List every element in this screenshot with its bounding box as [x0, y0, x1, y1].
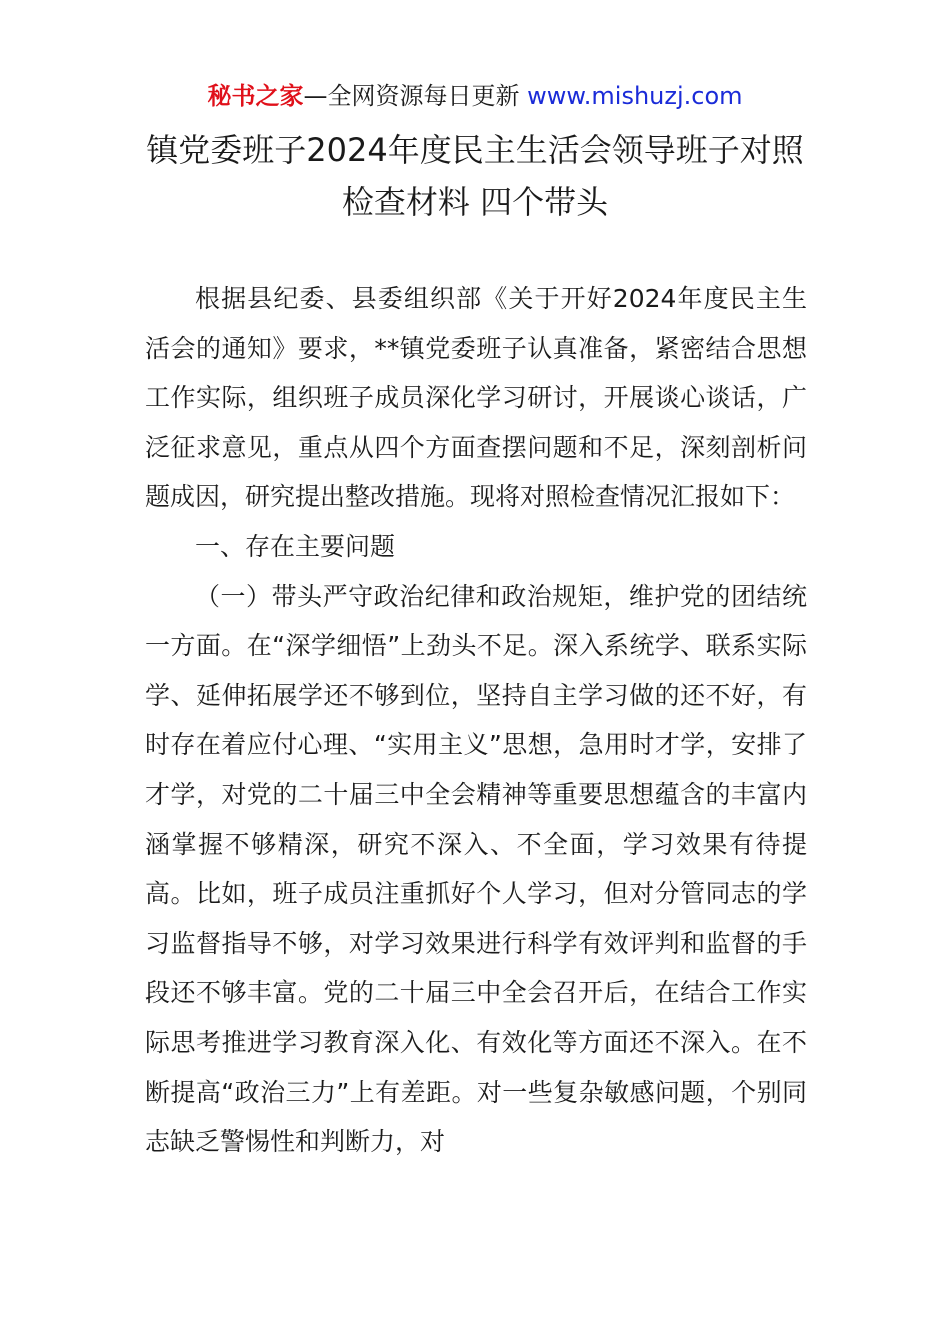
section-heading: 一、存在主要问题	[195, 531, 396, 561]
title-line-2: 检查材料 四个带头	[341, 183, 609, 221]
intro-paragraph: 根据县纪委、县委组织部《关于开好2024年度民主生活会的通知》要求，**镇党委班子认真准备，紧密结合思想工作实际，组织班子成员深化学习研讨，开展谈心谈话，广泛征求意见，重点从四个方面查摆问题和不足，深刻剖析问题成因，研究提出整改措施。现将对照检查情况汇报如下：	[145, 284, 807, 512]
document-title	[0, 124, 950, 228]
title-line-1: 镇党委班子2024年度民主生活会领导班子对照	[146, 131, 804, 169]
site-brand: 秘书之家	[207, 82, 304, 110]
document-body	[145, 274, 807, 1167]
section-paragraph: （一）带头严守政治纪律和政治规矩，维护党的团结统一方面。在“深学细悟”上劲头不足。深入系统学、联系实际学、延伸拓展学还不够到位，坚持自主学习做的还不好，有时存在着应付心理、“实用主义”思想，急用时才学，安排了才学，对党的二十届三中全会精神等重要思想蕴含的丰富内涵掌握不够精深，研究不深入、不全面，学习效果有待提高。比如，班子成员注重抓好个人学习，但对分管同志的学习监督指导不够，对学习效果进行科学有效评判和监督的手段还不够丰富。党的二十届三中全会召开后，在结合工作实际思考推进学习教育深入化、有效化等方面还不深入。在不断提高“政治三力”上有差距。对一些复杂敏感问题，个别同志缺乏警惕性和判断力，对	[145, 581, 807, 1157]
site-header	[0, 80, 950, 112]
site-url-link[interactable]: www.mishuzj.com	[527, 82, 743, 110]
site-tagline: —全网资源每日更新	[303, 82, 528, 110]
